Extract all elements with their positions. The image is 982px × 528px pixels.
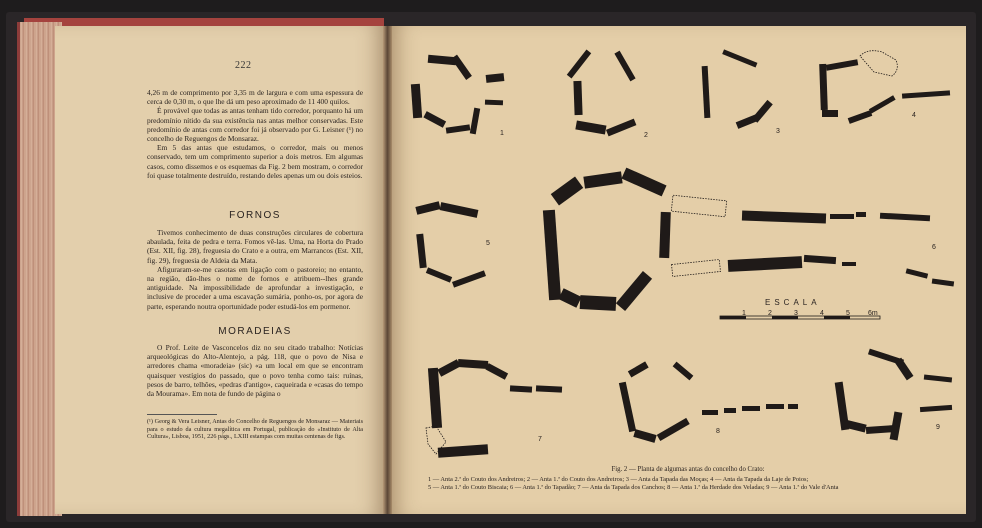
page-edge-top: [24, 18, 384, 26]
paragraph: Tivemos conhecimento de duas construções circulares de cobertura abaulada, feita de pedra e terra. Fomos vê-las. Uma, na Horta do Prado (Est. XII, fig. 28), freguesia do Crato e a outra, em Marrancos (Est. XII, fig. 29), freguesia de Aldeia da Mata.: [147, 228, 363, 265]
footnote-text: (¹) Georg & Vera Leisner, Antas do Concelho de Reguengos de Monsaraz — Materiais para o estudo da cultura megalítica em Portugal, publicação do «Instituto de Alta Cultura», Lisboa, 1951, 226 págs., LXIII estampas com muitas centenas de figs.: [147, 418, 363, 441]
heading-fornos: FORNOS: [229, 210, 281, 221]
heading-moradeias: MORADEIAS: [218, 326, 292, 337]
anta-5-dotted-stone: [672, 260, 721, 277]
caption-line: 5 — Anta 1.ª do Couto Biscaia; 6 — Anta 1.ª do Tapadão; 7 — Anta da Tapada dos Canchos; 8 — Anta 1.ª da Herdade dos Veladas; 9 — Anta 1.ª do Vale d'Anta: [428, 484, 839, 492]
anta-plan-7: [428, 359, 562, 458]
scale-tick: 1: [742, 310, 746, 317]
anta-4-dotted-stone: [860, 51, 897, 76]
anta-plans-figure: [390, 26, 966, 466]
paragraph: Em 5 das antas que estudamos, o corredor, mais ou menos conservado, tem um comprimento superior a dois metros. Em algumas casos, como dissemos e os esquemas da Fig. 2 bem mostram, o corredor foi quase totalmente destruído, restando deles apenas um ou dois esteios.: [147, 143, 363, 180]
caption-line: 1 — Anta 2.ª do Couto dos Andreiros; 2 — Anta 1.ª do Couto dos Andreiros; 3 — Anta da Tapada das Moças; 4 — Anta da Tapada da Laje de Poios;: [428, 476, 809, 484]
anta-plan-3: [702, 49, 773, 128]
figure-caption: [428, 466, 948, 493]
paragraph: É provável que todas as antas tenham tido corredor, porquanto há um predomínio nítido da sua existência nas antas melhor conservadas. Este predomínio de antas com corredor foi já observado por G. Leisner (¹) no concelho de Reguengos de Monsaraz.: [147, 106, 363, 144]
scale-label: ESCALA: [765, 298, 821, 307]
anta-plan-8: [619, 361, 798, 442]
text-block-moradeias: [147, 343, 363, 398]
text-block-fornos: [147, 228, 363, 311]
scale-tick: 6m: [868, 310, 878, 317]
page-number: 222: [235, 60, 252, 71]
paragraph: Afiguraram-se-me casotas em ligação com o pastoreio; no entanto, na região, dão-lhes o nome de fornos e atribuem--lhes grande antiguidade. Na impossibilidade de aprofundar a investigação, e inclusive de proceder a uma escavação sumária, ponho-os, por agora de parte, esperando noutra oportunidade poder estudá-los em pormenor.: [147, 264, 363, 311]
figure-number-8: 8: [716, 428, 720, 435]
anta-plan-1: [411, 55, 505, 135]
paragraph: O Prof. Leite de Vasconcelos diz no seu citado trabalho: Notícias arqueológicas do Alto-Alentejo, a pág. 118, que o povo de Nisa e arredores chama «moradeia» (sic) «a um local em que se encontram quaisquer vestígios do passado, que o povo tenha como tais: ruínas, pesos de barro, telhões, «pedras d'antigo», caqueirada e «casas do tempo da Mourama». Em nota de fundo de página o: [147, 343, 363, 399]
scale-tick: 5: [846, 310, 850, 317]
anta-plan-4: [819, 59, 950, 124]
footnote-rule: [147, 414, 217, 415]
scale-tick: 2: [768, 310, 772, 317]
figure-number-9: 9: [936, 424, 940, 431]
figure-number-6: 6: [932, 244, 936, 251]
text-block-top: [147, 88, 363, 180]
anta-5-dotted-stone: [671, 195, 726, 217]
caption-title: Fig. 2 — Planta de algumas antas do concelho do Crato:: [611, 466, 765, 473]
anta-plan-9: [835, 349, 952, 441]
figure-number-7: 7: [538, 436, 542, 443]
paragraph: 4,26 m de comprimento por 3,35 m de largura e com uma espessura de cerca de 0,30 m, o que lhe dá um peso aproximado de 11 400 quilos.: [147, 88, 363, 107]
figure-number-1: 1: [500, 130, 504, 137]
figure-number-5: 5: [486, 240, 490, 247]
scale-tick: 3: [794, 310, 798, 317]
figure-number-4: 4: [912, 112, 916, 119]
footnote: [147, 418, 363, 441]
anta-plan-5: [415, 168, 670, 311]
anta-plan-6: [728, 211, 954, 287]
figure-number-2: 2: [644, 132, 648, 139]
scale-tick: 4: [820, 310, 824, 317]
figure-number-3: 3: [776, 128, 780, 135]
anta-plan-2: [567, 50, 637, 137]
